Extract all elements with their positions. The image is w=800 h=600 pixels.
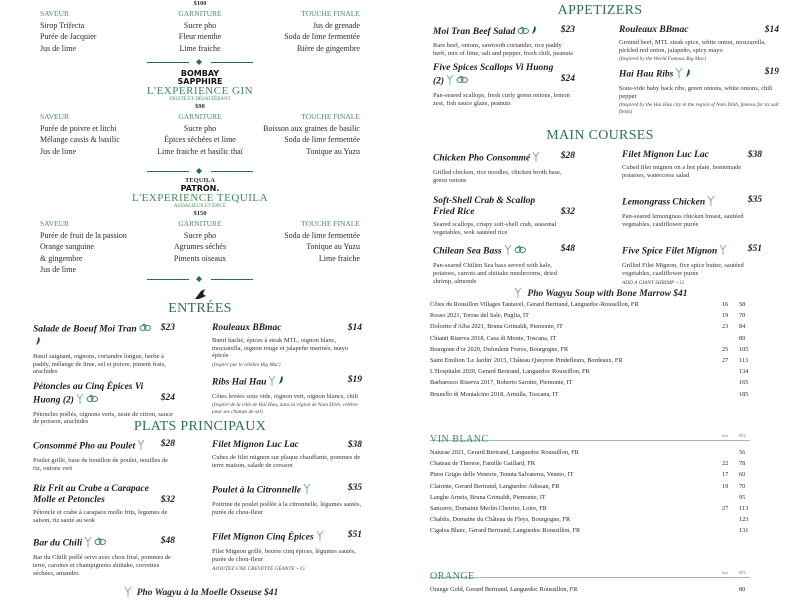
column-header: TOUCHE FINALE [301,112,360,121]
chili-icon [35,336,41,350]
plats-heading: PLATS PRINCIPAUX [133,419,267,434]
ornament-divider [147,168,253,174]
wine-row [430,525,750,536]
main-courses-right-column [622,150,762,295]
ingredient: Épices séchées et lime [164,135,236,144]
plats-right-column [212,440,362,581]
ingredient: Sucre pho [183,123,217,133]
wine-name: Rosso 2021, Torrae del Sale, Puglia, IT [430,312,529,320]
item-description: Grilled chicken, rice noodles, chicken broth base, green onions [433,169,562,184]
menu-item [619,25,779,63]
item-name [212,483,330,498]
glass-column-header: 6oz [722,570,728,575]
wine-row [430,299,750,310]
item-name-text: Moi Tran Beef Salad [433,27,516,38]
lemongrass-icon [532,151,540,166]
column-headers [40,218,360,230]
item-name [622,195,740,210]
item-description: Pétoncles poêlés, oignons verts, zeste de citron, sauce de poisson, arachides [33,410,173,426]
glass-price: 23 [722,323,729,331]
item-name-text: Consommé Pho au Poulet [33,441,136,452]
wine-name: Naturae 2021, Gerard Bertrand, Languedoc Roussillon, FR [430,449,579,456]
wine-name: Langhe Arneis, Bruna Grimaldi, Piemonte, IT [430,493,546,501]
ingredient: Boisson aux graines de basilic [263,123,360,133]
item-note: (Inspired by the Hai Hau city in the region of Nam Dinh, famous for its salt fields) [619,102,779,116]
peanut-icon [514,245,526,258]
glass-price: 27 [722,356,729,364]
bottle-price: 84 [739,323,746,331]
ingredient: Lime fraiche [179,43,221,53]
item-description: Bar du Chilli poêlé servi avec chou frisé, pommes de terre, carottes et champignons shiitake, crevettes séchées, amandes [33,554,171,577]
ingredient: Purée de poivre et litchi [40,123,117,133]
item-description: Côtes levées sous vide, oignon vert, oignon blancs, chili [212,392,359,400]
bottle-price: 89 [739,334,746,342]
item-note: (Inspiré de la ville de Hai Hau, dans la région de Nam Dinh, célèbre pour ses champs de sel) [212,402,358,416]
column-header: SAVEUR [40,9,70,18]
item-description: Sous-vide baby back ribs, green onions, white onions, chili pepper [619,85,773,100]
wine-name: Dolcetto d'Alba 2021, Bruna Grimaldi, Piemonte, IT [430,323,563,331]
item-description: Pan-seared Chilien Sea bass served with kale, potatoes, carrots and shiitake mushrooms, dried shrimp, almonds [433,262,558,285]
item-description: Pan-seared lemongrass chicken breast, sautéed vegetables, cauliflower purée [622,213,744,228]
brand-logo-caption: TEQUILA [185,177,215,184]
ingredient-row [40,20,360,32]
ingredient: & gingembre [40,253,83,263]
item-price: $14 [764,25,779,35]
lemongrass-icon [76,393,84,408]
ingredient: Agrumes séchés [173,242,227,251]
dragon-ornament-icon [193,287,207,301]
lemongrass-icon [124,586,132,600]
wine-name: Saint Emilion 'Le Jardin' 2015, Château Queyron Pindefleurs, Bordeaux, FR [430,356,623,364]
item-description: Cubes de filet mignon sur plaque chauffante, pommes de terre maison, salade de cresson [212,454,361,469]
item-price: $35 [747,195,762,206]
item-name-text: Salade de Boeuf Moi Tran [33,324,137,335]
item-price: $23 [560,25,575,35]
glass-price: 16 [722,301,729,308]
ingredient: Mélange cassis & basilic [40,135,120,144]
item-name [33,323,151,350]
chili-icon [278,375,284,389]
item-price: $28 [560,151,575,161]
ingredient: Soda de lime fermentée [284,32,360,41]
ingredient-row [40,134,360,146]
bottle-column-header: BTL [739,433,747,438]
ornament-divider [147,276,253,282]
item-note: (Inspired by the World Famous Big Mac) [619,56,706,63]
item-price: $24 [560,74,575,85]
brand-logo: SAPPHIRE [177,77,223,86]
lemongrass-icon [504,244,512,259]
cocktail-price: $100 [193,0,207,7]
wine-row [430,310,750,321]
item-name-text: Soft-Shell Crab & Scallop Fried Rice [433,196,536,218]
lemongrass-icon [675,67,683,82]
item-description: Seared scallops, crispy soft-shell crab, seasonal vegetables, wok sautéed rice [433,221,557,236]
cocktail-title: L'EXPERIENCE GIN [146,85,254,97]
menu-item [622,244,762,286]
menu-item [33,536,175,577]
orange-title: ORANGE [430,571,475,582]
bottle-price: 58 [739,301,746,308]
white-wine-list [430,447,750,537]
ingredient: Lime fraiche et basilic thaï [157,146,243,156]
item-price: $32 [560,207,575,218]
wine-name: Barbaresco Riserva 2017, Roberto Sarotto, Piemonte, IT [430,379,573,387]
bottle-price: 80 [739,586,746,593]
item-name-text: Riz Frit au Crabe a Carapace Molle et Petoncles [33,484,149,506]
wine-name: Sancerre, Domaine Merlin Cherrier, Loire, FR [430,504,547,512]
bottle-price: 60 [739,471,746,479]
appetizers-heading: APPETIZERS [557,3,643,18]
item-name [619,25,737,36]
wine-row [430,377,750,388]
lemongrass-icon [316,530,324,545]
glass-price: 17 [722,471,729,479]
bottle-price: 70 [739,482,746,490]
appetizers-left-column [433,25,575,115]
wine-row [430,366,750,377]
menu-item [433,63,575,107]
bottle-price: 165 [739,379,749,387]
ingredient: Fleur menthe [178,32,222,41]
column-header: GARNITURE [178,219,222,228]
item-description: Filet Mignon grillé, beurre cinq épices, légumes sautés, purée de chou-fleur [212,548,357,563]
column-header: GARNITURE [178,112,222,121]
menu-item [433,196,575,236]
peanut-icon [139,323,151,336]
column-header: TOUCHE FINALE [301,9,360,18]
item-description: Cubed filet mignon on a hot plate, homemade potatoes, watercress salad [622,164,742,179]
brand-logo: BOMBAY [180,69,220,78]
bottle-price: 134 [739,368,749,376]
item-name-text: Filet Mignon Cinq Épices [212,533,314,544]
ingredient: Sucre pho [183,230,217,240]
peanut-icon [456,75,468,88]
menu-item [212,323,362,369]
bottle-price: 185 [739,390,749,398]
ingredient-row [40,31,360,43]
glass-price: 25 [722,345,729,353]
item-price: $51 [747,244,762,255]
bottle-price: 105 [739,345,749,353]
peanut-icon [94,537,106,550]
item-price: $24 [160,392,175,403]
item-name [433,244,551,259]
glass-price: 22 [722,460,729,468]
wine-name: Chablis, Domaine du Château de Fleys, Bourgogne, FR [430,516,571,524]
ingredient [147,264,254,276]
ingredient: Lime fraiche [318,253,360,263]
wine-row [430,344,750,355]
ingredient-row [40,123,360,135]
ingredient-row [40,43,360,55]
column-headers [40,8,360,20]
cocktail-title: L'EXPERIENCE TEQUILA [131,192,269,204]
wine-row [430,503,750,514]
item-name [33,439,151,454]
menu-item [622,195,762,228]
red-wine-list [430,299,750,400]
lemongrass-icon [303,483,311,498]
item-name-text: Lemongrass Chicken [622,197,706,208]
appetizers-right-column [619,25,779,124]
entrees-right-column [212,323,362,424]
glass-price: 19 [722,312,729,320]
ingredient: Jus de lime [40,43,76,53]
item-name-text: Five Spice Filet Mignon [622,247,718,258]
item-price: $14 [347,323,362,333]
wine-name: Clairette, Gerard Bertrand, Languedoc Adissan, FR [430,482,560,490]
item-price: $51 [347,530,362,541]
bottle-column-header: BTL [739,570,747,575]
item-price: $19 [347,374,362,385]
item-name [33,536,151,551]
cocktail-subtitle: FRUITÉ ET DÉSALTÉRANT [169,97,231,102]
wine-row [430,584,750,595]
cocktail-section-1 [40,0,360,54]
item-note: (Inspiré par le célèbre Big Mac) [212,361,281,368]
wine-name: Cigalus Blanc, Gerard Bertrand, Languedoc Roussillon, FR [430,527,581,535]
wine-row [430,514,750,525]
orange-header [430,566,750,582]
item-name [212,375,330,390]
item-price: $35 [347,483,362,494]
main-courses-left-column [433,151,575,293]
ingredient: Jus de grenade [312,20,360,30]
menu-item [433,151,575,184]
column-header: SAVEUR [40,112,70,121]
item-name [433,63,558,89]
item-name-text: Ribs Hai Hau [212,377,267,388]
item-price: $23 [160,323,175,333]
item-name-text: Pétoncles au Cinq Épices Vi Huong (2) [33,381,144,406]
bottle-price: 78 [739,460,746,468]
wine-name: Orange Gold, Gerard Bertrand, Languedoc Roussillon, FR [430,586,578,593]
ornament-divider [147,59,253,65]
pho-wagyu-label: Pho Wagyu Soup with Bone Marrow $41 [527,289,688,300]
lemongrass-icon [707,195,715,210]
entrees-left-column [33,323,175,434]
orange-wine-list [430,584,750,595]
ingredient: Soda de lime fermentée [284,230,360,240]
wine-row [430,321,750,332]
item-note: AJOUTEZ UNE CREVETTE GÉANTE +15 [212,565,305,572]
item-name [433,196,558,218]
wine-row [430,333,750,344]
pho-wagyu-special [0,586,400,600]
item-name-text: Chilean Sea Bass [433,247,502,258]
bottle-price: 70 [739,312,746,320]
menu-item [212,483,362,516]
item-name [212,530,330,545]
ingredient-row [40,253,360,265]
item-name-text: Rouleaux BBmac [619,25,689,35]
ingredient-row [40,264,360,276]
item-name-text: Filet Mignon Luc Lac [622,150,709,160]
peanut-icon [517,26,529,39]
wine-name: Pinot Grigio delle Venezie, Tenuta Salvaterra, Veneto, IT [430,471,574,479]
ingredient: Sirop Trifecta [40,20,85,30]
brand-logo: PATRÓN. [180,184,220,193]
menu-item [33,484,175,524]
chili-icon [531,25,537,39]
item-name-text: Filet Mignon Luc Lac [212,440,299,450]
menu-item [212,530,362,572]
item-description: Pétoncle et crabe à carapace molle frits, legumes de saison, riz sauté au wok [33,509,168,524]
bottle-price: 113 [739,504,749,512]
wine-name: Chateau de Therese, Famille Gaillard, FR [430,460,535,468]
item-name [433,25,551,39]
item-name-text: Five Spices Scallops Vi Huong (2) [433,63,554,87]
wine-row [430,458,750,469]
menu-item [433,25,575,57]
item-price: $28 [160,439,175,449]
item-description: Rare beef, onions, sawtooth coriander, rice paddy herb, mix of lime, salt and pepper, fresh chili, peanuts [433,42,573,57]
column-header: SAVEUR [40,219,70,228]
item-description: Ground beef, MTL steak spice, white onion, mozzarella, pickled red onion, jalapeño, spicy mayo [619,39,766,54]
chili-icon [685,68,691,82]
item-description: Pan-seared scallops, fresh curly green onions, lemon zest, fish sauce glaze, peanuts [433,92,570,107]
cocktail-section-gin [40,70,360,157]
item-name [433,151,551,166]
menu-item [622,150,762,179]
item-price: $38 [347,440,362,450]
menu-item [212,440,362,469]
entrees-heading: ENTRÉES [168,301,232,316]
wine-row [430,481,750,492]
main-courses-heading: MAIN COURSES [546,128,654,143]
column-header: GARNITURE [178,9,222,18]
menu-item [212,375,362,417]
bottle-price: 95 [739,493,746,501]
bottle-price: 113 [739,356,749,364]
item-price: $38 [747,150,762,160]
glass-price: 19 [722,482,729,490]
ingredient-row [40,146,360,158]
ingredient: Tonique au Yuzu [306,146,360,156]
item-name [212,323,330,334]
wine-name: Bourgone d'or 2020, Dufouleur Freres, Bourgogne, FR [430,345,569,353]
ingredient: Bière de gingembre [296,43,360,53]
item-name-text: Chicken Pho Consommé [433,153,531,164]
column-header: TOUCHE FINALE [301,219,360,228]
lemongrass-icon [446,74,454,89]
item-description: Bœuf saignant, oignons, coriandre longue, herbe à paddy, mélange de lime, sel et poivre, piment frais, arachides [33,353,166,376]
wine-row [430,355,750,366]
wine-row [430,389,750,400]
wine-name: L'Hospitalet 2020, Gerard Bertrand, Languedoc Roussillon, FR [430,368,590,376]
bottle-price: 131 [739,527,749,535]
vin-blanc-title: VIN BLANC [430,434,489,445]
ingredient-row [40,230,360,242]
ingredient [253,264,360,276]
lemongrass-icon [268,375,276,390]
ingredient: Purée de Jacquier [40,32,97,41]
ingredient: Soda de lime fermentée [284,135,360,144]
item-name [212,440,330,451]
cocktail-price: $150 [193,210,207,217]
pho-wagyu-label: Pho Wagyu à la Moelle Osseuse $41 [136,588,279,599]
wine-row [430,469,750,480]
menu-item [33,323,175,376]
item-price: $32 [160,495,175,506]
ingredient: Tonique au Yuzu [306,242,360,251]
item-name [619,67,737,82]
ingredient: Jus de lime [40,146,76,156]
bottle-price: 56 [739,449,746,456]
wine-name: Chianti Riserva 2018, Casa di Monte, Toscana, IT [430,334,557,342]
item-description: Grilled Filet Mignon, five spice butter, sautéed vegetables, cauliflower purée [622,262,744,277]
item-name-text: Poulet à la Citronnelle [212,485,301,496]
item-name [622,150,740,161]
english-menu-page [400,0,800,600]
ingredient: Sucre pho [183,20,217,30]
plats-left-column [33,439,175,585]
ingredient-row [40,241,360,253]
glass-column-header: 6oz [722,433,728,438]
item-name [33,382,158,408]
item-description: Bœuf haché, épices à steak MTL, oignon blanc, mozzarella, oignon rouge et jalapeño marinés, mayo épicée [212,337,349,360]
ingredient: Piments oiseaux [173,253,227,263]
item-name-text: Rouleaux BBmac [212,323,282,333]
lemongrass-icon [84,536,92,551]
menu-item [33,439,175,472]
wine-name: Côtes du Rousillon Villages Tautavel, Gerard Bertrand, Languedoc-Roussillon, FR [430,301,639,308]
item-price: $48 [160,536,175,547]
item-note: ADD A GIANT SHRIMP +15 [622,279,685,286]
item-name [622,244,740,259]
ingredient: Jus de lime [40,265,76,274]
item-price: $19 [764,67,779,78]
item-description: Poulet grillé, base de bouillon de poulet, nouilles de riz, onions vert [33,457,169,472]
menu-item [619,67,779,116]
ingredient: Orange sanguine [40,242,94,251]
menu-item [433,244,575,285]
wine-row [430,447,750,458]
item-name-text: Bar du Chili [33,539,83,550]
cocktail-subtitle: AUDACIEUX ET ÉPICÉ [173,204,227,209]
glass-price: 27 [722,504,729,512]
vin-blanc-header [430,429,750,445]
item-name-text: Hai Hau Ribs [619,69,674,80]
lemongrass-icon [137,439,145,454]
cocktail-section-tequila [40,177,360,276]
bottle-price: 123 [739,516,749,524]
wine-name: Brunello di Montalcino 2018, Armilla, Toscana, IT [430,390,559,398]
wine-row [430,492,750,503]
item-description: Poitrine de poulet poêlée à la citronnelle, légumes sautés, purée de chou-fleur [212,501,362,516]
column-headers [40,111,360,123]
item-name [33,484,158,506]
peanut-icon [86,394,98,407]
ingredient: Purée de fruit de la passion [40,230,127,240]
cocktail-price: $90 [195,103,205,110]
item-price: $48 [560,244,575,255]
lemongrass-icon [719,244,727,259]
